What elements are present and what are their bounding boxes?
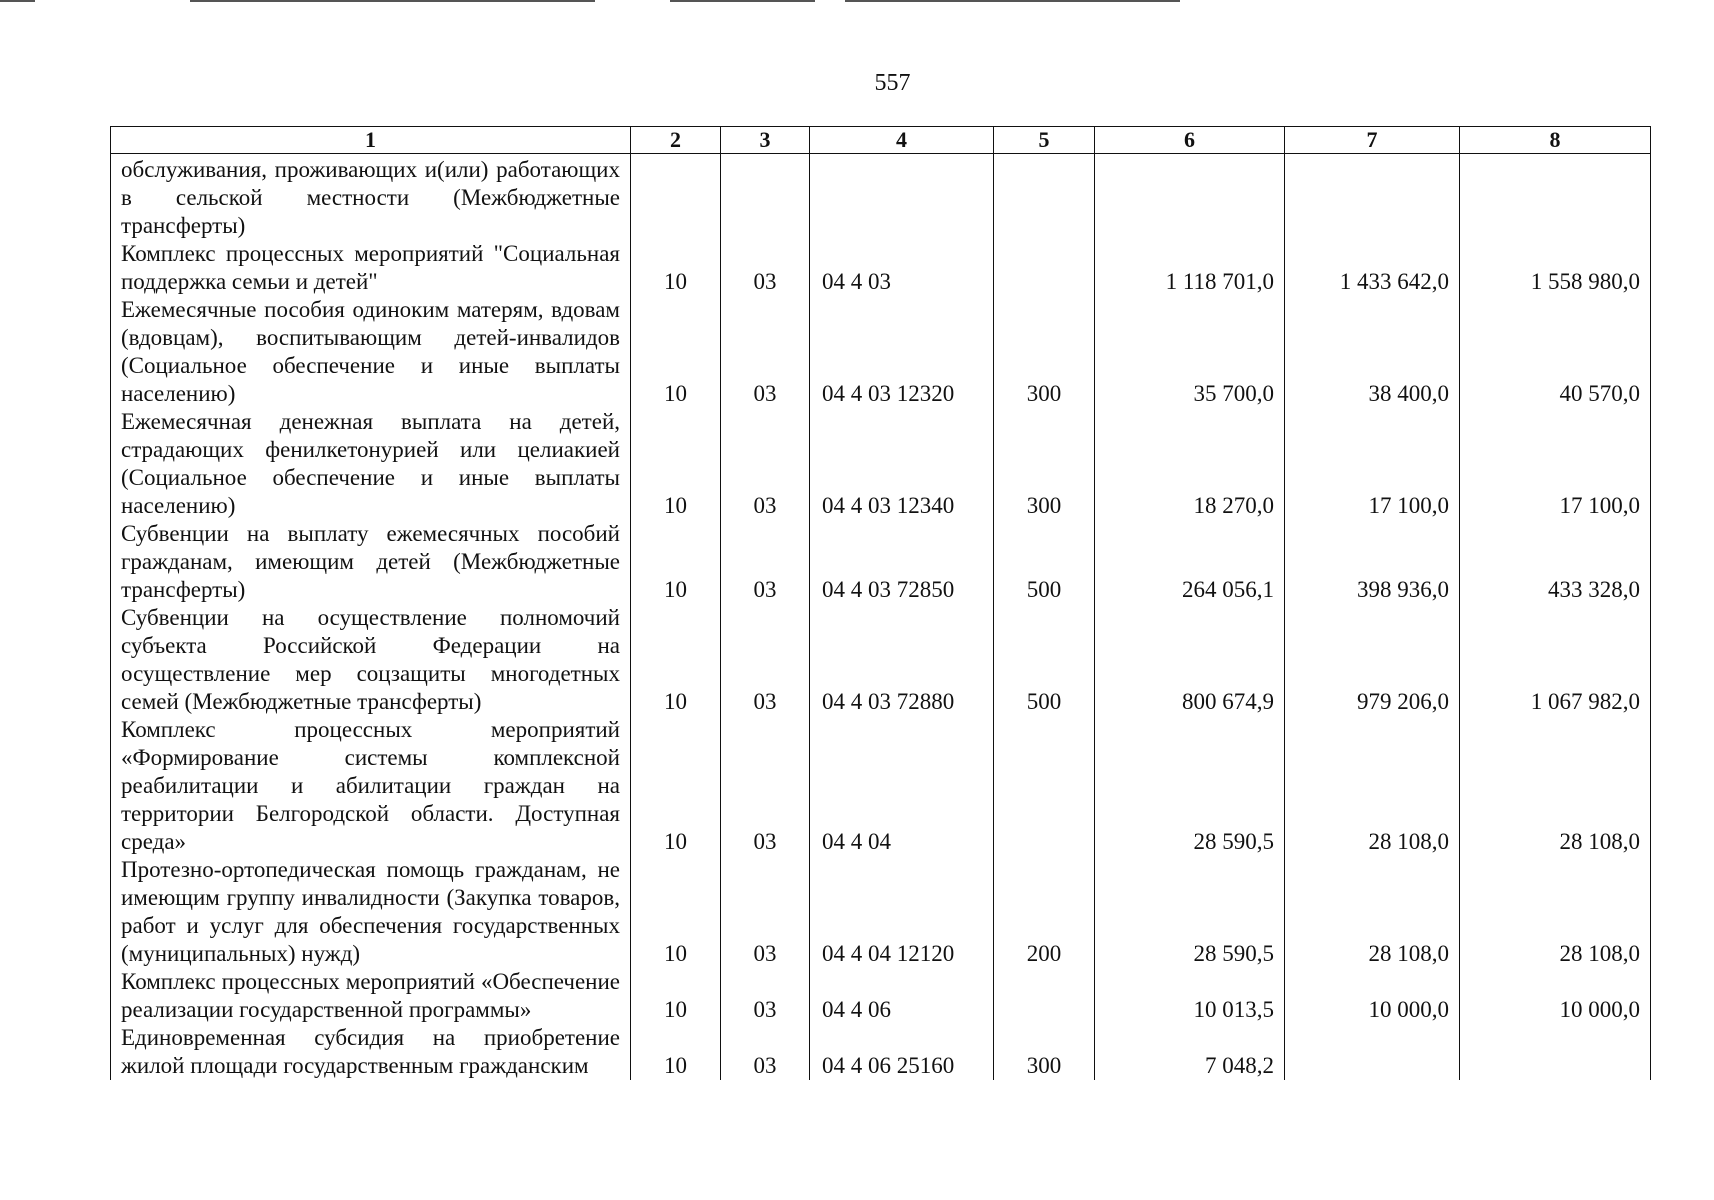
top-rule [190, 0, 595, 2]
table-row [111, 716, 1651, 856]
row-amount-col8: 28 108,0 [1460, 716, 1651, 856]
row-subsection: 03 [721, 240, 810, 296]
row-amount-col6: 800 674,9 [1095, 604, 1285, 716]
row-section: 10 [631, 240, 721, 296]
row-amount-col6: 1 118 701,0 [1095, 240, 1285, 296]
row-name: Субвенции на осуществление полномочий субъекта Российской Федерации на осуществление мер соцзащиты многодетных семей (Межбюджетные трансферты) [111, 604, 631, 716]
row-section: 10 [631, 716, 721, 856]
row-amount-col7 [1285, 1024, 1460, 1080]
page-number: 557 [874, 70, 911, 96]
budget-table [110, 126, 1651, 1080]
row-name: Субвенции на выплату ежемесячных пособий гражданам, имеющим детей (Межбюджетные трансферты) [111, 520, 631, 604]
row-subsection: 03 [721, 604, 810, 716]
row-expense-type [994, 716, 1095, 856]
row-amount-col7: 979 206,0 [1285, 604, 1460, 716]
row-amount-col6: 18 270,0 [1095, 408, 1285, 520]
header-row [111, 127, 1651, 154]
row-target-code: 04 4 03 [810, 240, 994, 296]
row-name: Единовременная субсидия на приобретение жилой площади государственным гражданским [111, 1024, 631, 1080]
row-section [631, 154, 721, 241]
header-col-3: 3 [721, 127, 810, 154]
row-subsection: 03 [721, 296, 810, 408]
top-rule [0, 0, 35, 2]
table-row [111, 604, 1651, 716]
row-target-code: 04 4 06 [810, 968, 994, 1024]
header-col-6: 6 [1095, 127, 1285, 154]
row-expense-type: 300 [994, 296, 1095, 408]
row-amount-col8: 433 328,0 [1460, 520, 1651, 604]
row-section: 10 [631, 968, 721, 1024]
row-amount-col7: 28 108,0 [1285, 856, 1460, 968]
header-col-2: 2 [631, 127, 721, 154]
row-amount-col6: 10 013,5 [1095, 968, 1285, 1024]
table-row [111, 296, 1651, 408]
row-amount-col8: 40 570,0 [1460, 296, 1651, 408]
header-col-5: 5 [994, 127, 1095, 154]
row-expense-type [994, 154, 1095, 241]
header-col-8: 8 [1460, 127, 1651, 154]
row-amount-col6: 35 700,0 [1095, 296, 1285, 408]
table-row [111, 408, 1651, 520]
row-target-code: 04 4 03 12320 [810, 296, 994, 408]
row-subsection: 03 [721, 1024, 810, 1080]
header-col-7: 7 [1285, 127, 1460, 154]
row-amount-col7: 28 108,0 [1285, 716, 1460, 856]
row-subsection: 03 [721, 716, 810, 856]
table-row [111, 154, 1651, 241]
row-section: 10 [631, 408, 721, 520]
row-target-code: 04 4 03 12340 [810, 408, 994, 520]
row-subsection [721, 154, 810, 241]
row-amount-col8 [1460, 1024, 1651, 1080]
row-expense-type: 300 [994, 1024, 1095, 1080]
row-expense-type: 200 [994, 856, 1095, 968]
table-row [111, 240, 1651, 296]
row-amount-col6: 7 048,2 [1095, 1024, 1285, 1080]
row-expense-type: 300 [994, 408, 1095, 520]
table-row [111, 856, 1651, 968]
row-name: Комплекс процессных мероприятий «Обеспечение реализации государственной программы» [111, 968, 631, 1024]
row-amount-col8: 1 558 980,0 [1460, 240, 1651, 296]
row-name: обслуживания, проживающих и(или) работающих в сельской местности (Межбюджетные трансферты) [111, 154, 631, 241]
row-target-code: 04 4 04 12120 [810, 856, 994, 968]
table-row [111, 968, 1651, 1024]
row-amount-col6: 28 590,5 [1095, 856, 1285, 968]
top-rule [845, 0, 1180, 2]
row-name: Комплекс процессных мероприятий "Социальная поддержка семьи и детей" [111, 240, 631, 296]
row-amount-col7: 398 936,0 [1285, 520, 1460, 604]
row-target-code: 04 4 03 72880 [810, 604, 994, 716]
row-section: 10 [631, 1024, 721, 1080]
row-amount-col7: 10 000,0 [1285, 968, 1460, 1024]
row-expense-type: 500 [994, 604, 1095, 716]
row-amount-col7: 1 433 642,0 [1285, 240, 1460, 296]
row-amount-col8: 1 067 982,0 [1460, 604, 1651, 716]
row-subsection: 03 [721, 856, 810, 968]
top-rule [670, 0, 815, 2]
row-section: 10 [631, 856, 721, 968]
row-subsection: 03 [721, 408, 810, 520]
row-amount-col7: 38 400,0 [1285, 296, 1460, 408]
row-amount-col7: 17 100,0 [1285, 408, 1460, 520]
row-subsection: 03 [721, 520, 810, 604]
table-row [111, 520, 1651, 604]
table-row [111, 1024, 1651, 1080]
row-target-code: 04 4 04 [810, 716, 994, 856]
row-section: 10 [631, 520, 721, 604]
row-section: 10 [631, 604, 721, 716]
row-amount-col6 [1095, 154, 1285, 241]
row-amount-col8: 10 000,0 [1460, 968, 1651, 1024]
row-expense-type: 500 [994, 520, 1095, 604]
row-expense-type [994, 240, 1095, 296]
row-subsection: 03 [721, 968, 810, 1024]
header-col-1: 1 [111, 127, 631, 154]
row-section: 10 [631, 296, 721, 408]
row-name: Протезно-ортопедическая помощь гражданам, не имеющим группу инвалидности (Закупка товаров, работ и услуг для обеспечения государственных (муниципальных) нужд) [111, 856, 631, 968]
row-name: Комплекс процессных мероприятий «Формирование системы комплексной реабилитации и абилитации граждан на территории Белгородской области. Доступная среда» [111, 716, 631, 856]
row-name: Ежемесячные пособия одиноким матерям, вдовам (вдовцам), воспитывающим детей-инвалидов (Социальное обеспечение и иные выплаты населению) [111, 296, 631, 408]
row-target-code: 04 4 06 25160 [810, 1024, 994, 1080]
row-target-code: 04 4 03 72850 [810, 520, 994, 604]
row-amount-col8: 28 108,0 [1460, 856, 1651, 968]
row-target-code [810, 154, 994, 241]
row-name: Ежемесячная денежная выплата на детей, страдающих фенилкетонурией или целиакией (Социальное обеспечение и иные выплаты населению) [111, 408, 631, 520]
row-amount-col7 [1285, 154, 1460, 241]
header-col-4: 4 [810, 127, 994, 154]
row-amount-col8: 17 100,0 [1460, 408, 1651, 520]
row-amount-col6: 28 590,5 [1095, 716, 1285, 856]
row-expense-type [994, 968, 1095, 1024]
row-amount-col8 [1460, 154, 1651, 241]
row-amount-col6: 264 056,1 [1095, 520, 1285, 604]
